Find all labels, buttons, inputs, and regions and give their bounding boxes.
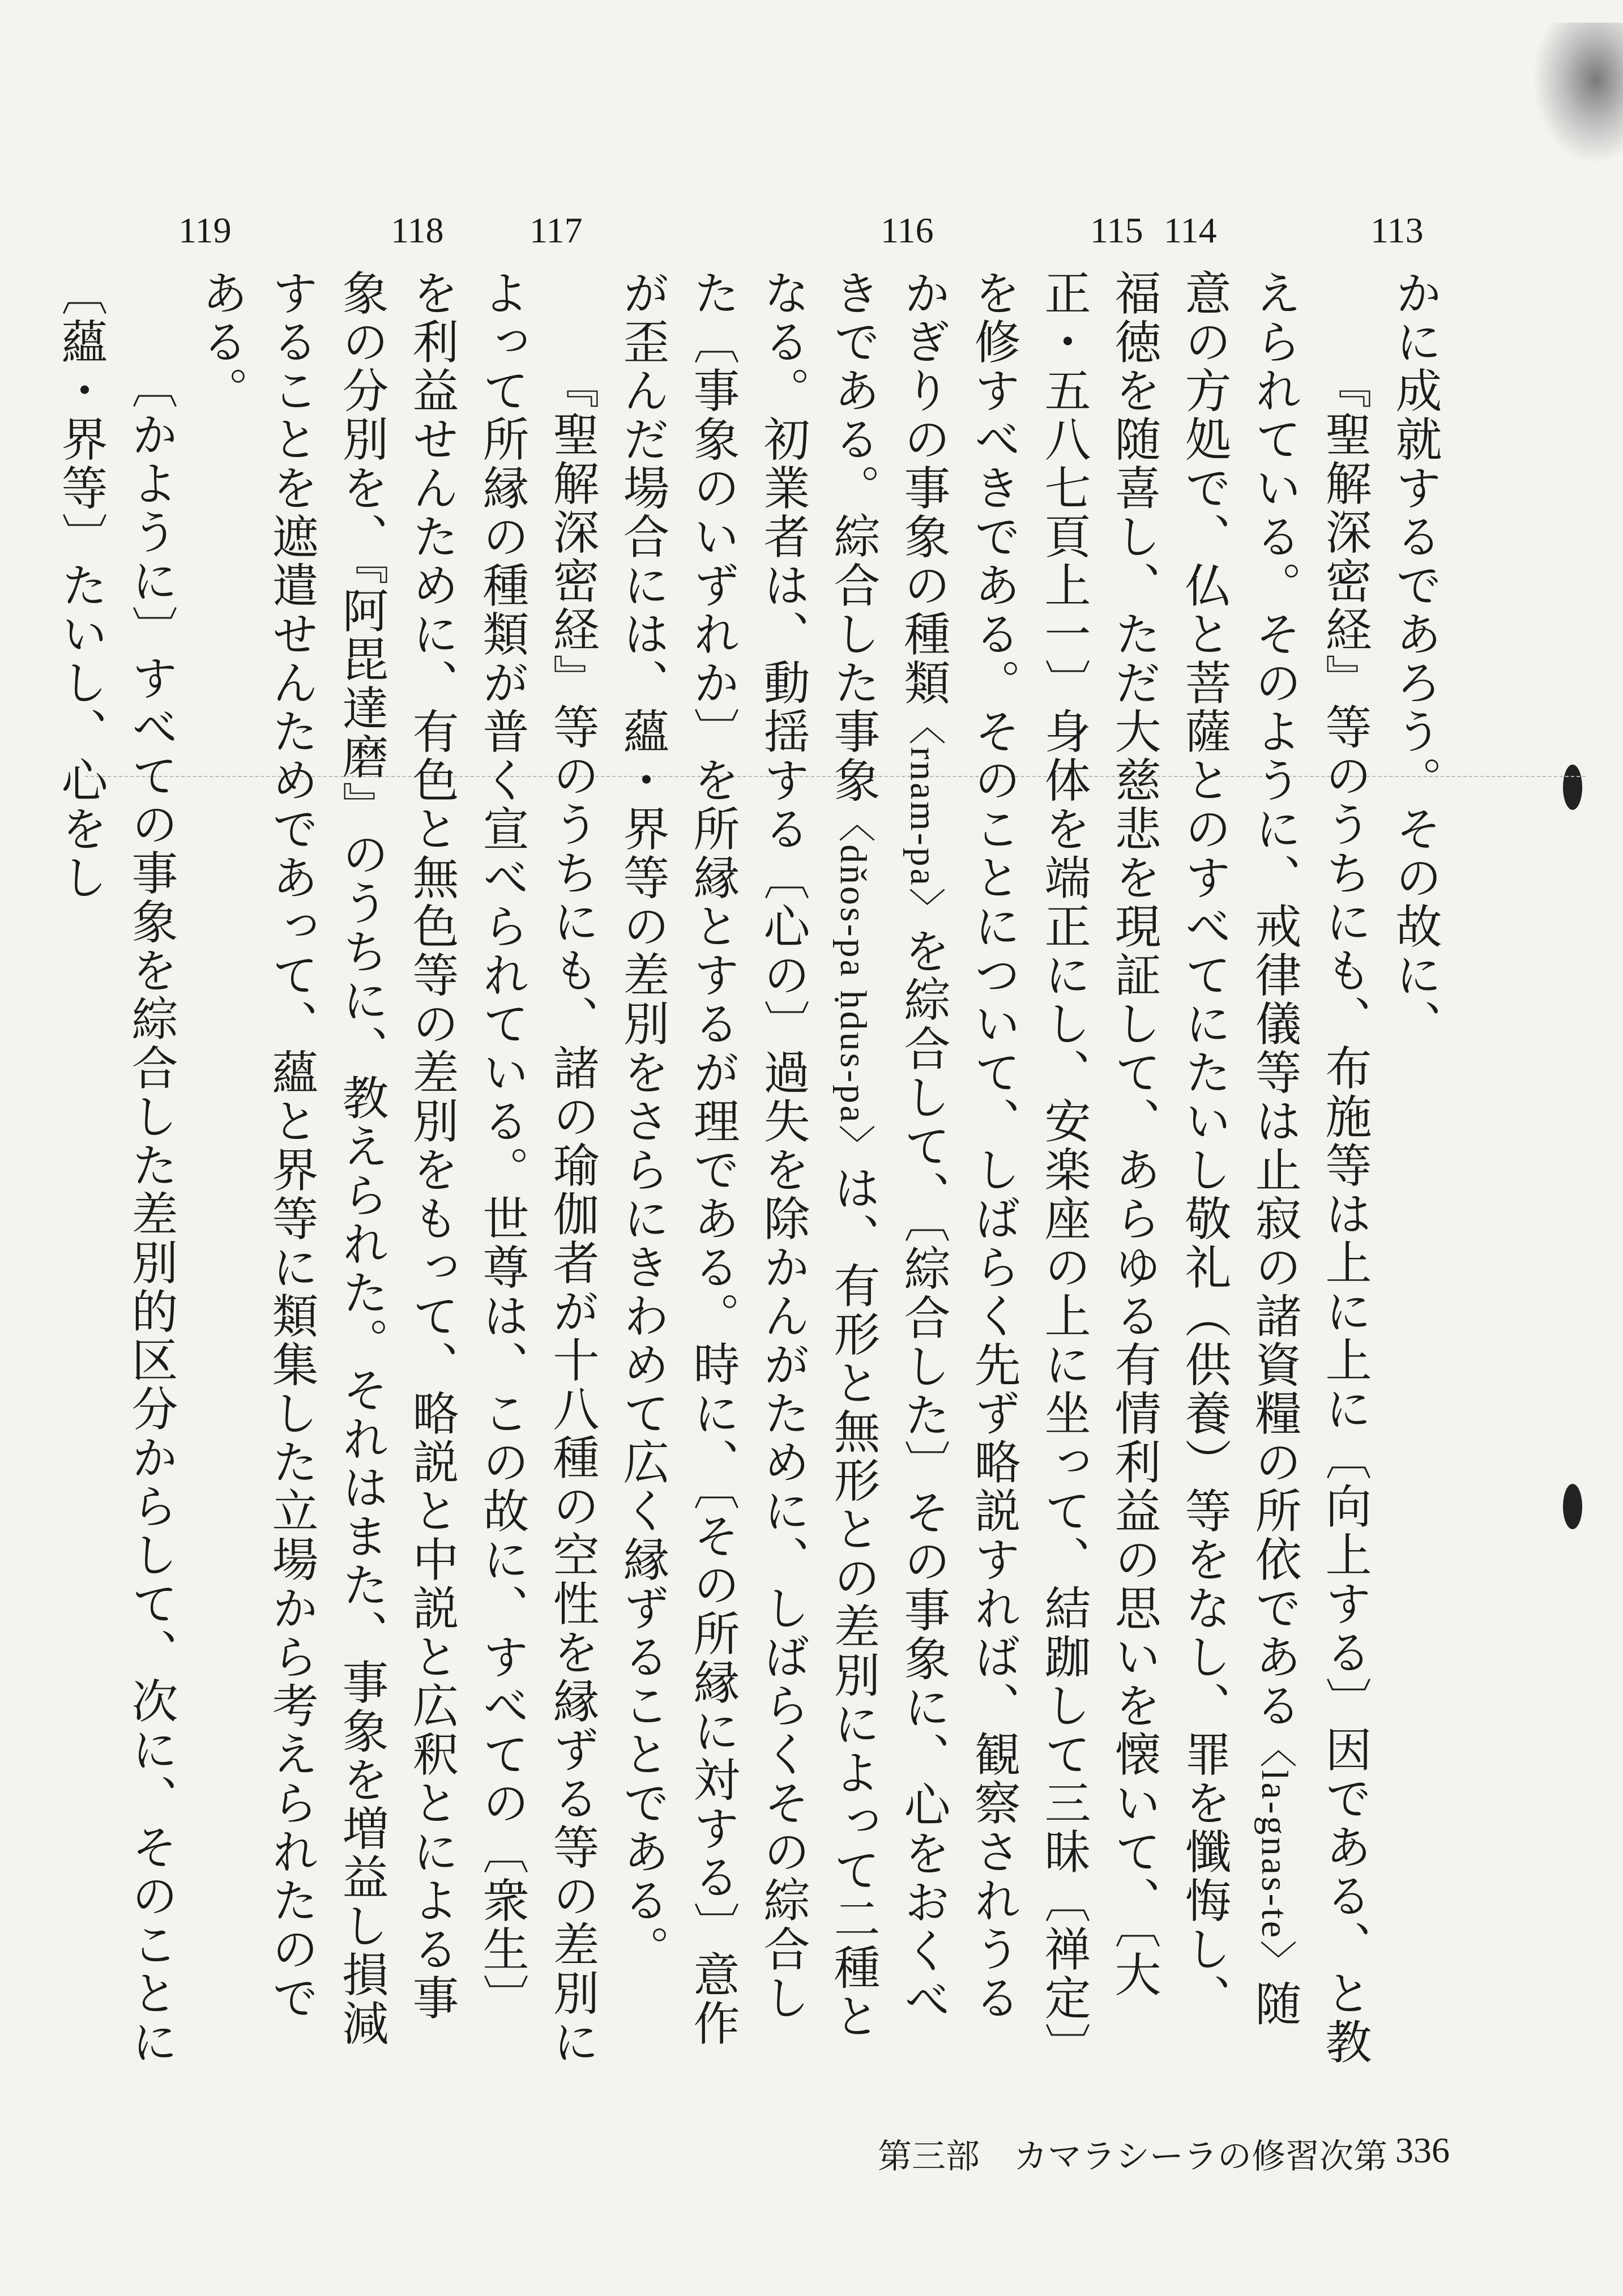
text-run: かに成就するであろう。その故に、 bbox=[1388, 269, 1442, 1048]
text-run: は、有形と無形との差別によって二種となる。初業者は、動揺する〔心の〕過失を除かんがために、しばらくその綜合した〔事象のいずれか〕を所縁とするが理である。時に、〔その所縁に対する〕意作が歪んだ場合には、蘊・界等の差別をさらにきわめて広く縁ずることである。 bbox=[616, 269, 880, 2048]
note-number: 116 bbox=[881, 210, 934, 250]
paragraph bbox=[607, 269, 1379, 2070]
text-run: 『聖解深密経』等のうちにも、布施等は上に上に〔向上する〕因である、と教えられている。そのように、戒律儀等は止寂の諸資糧の所依である bbox=[1248, 269, 1372, 2067]
scan-shadow bbox=[1532, 23, 1623, 164]
romanized-term: 〈la-gnas-te〉 bbox=[1254, 1730, 1295, 1980]
note-number-row bbox=[0, 210, 1623, 278]
vertical-body-text bbox=[54, 269, 1450, 2070]
text-run: を綜合して、〔綜合した〕その事象に、心をおくべきである。綜合した事象 bbox=[826, 269, 950, 2024]
text-run: 随意の方処で、仏と菩薩とのすべてにたいし敬礼（供養）等をなし、罪を懺悔し、福徳を随喜し、ただ大慈悲を現証して、あらゆる有情利益の思いを懐いて、〔大正・五八七頁上一〕身体を端正にし、安楽座の上に坐って、結跏して三昧〔禅定〕を修すべきである。そのことについて、しばらく先ず略説すれば、観察されうるかぎりの事象の種類 bbox=[896, 269, 1301, 2048]
note-number: 115 bbox=[1090, 210, 1143, 250]
romanized-term: 〈rnam-pa〉 bbox=[903, 707, 944, 927]
part-title: 第三部 カマラシーラの修習次第 bbox=[878, 2137, 1387, 2176]
text-run: 〔かように〕すべての事象を綜合した差別的区分からして、次に、そのことに〔蘊・界等〕たいし、心をし bbox=[54, 269, 178, 2067]
romanized-term: 〈dňos-pa ḥdus-pa〉 bbox=[832, 805, 874, 1164]
paragraph bbox=[45, 269, 186, 2070]
text-run: 『聖解深密経』等のうちにも、諸の瑜伽者が十八種の空性を縁ずる等の差別によって所縁の種類が普く宣べられている。世尊は、この故に、すべての〔衆生〕を利益せんために、有色と無色等の差別をもって、略説と中説と広釈とによる事象の分別を、『阿毘達磨』のうちに、教えられた。それはまた、事象を増益し損減することを遮遣せんためであって、蘊と界等に類集した立場から考えられたのである。 bbox=[194, 269, 599, 2067]
note-number: 119 bbox=[178, 210, 232, 250]
paragraph bbox=[186, 269, 607, 2070]
note-number: 113 bbox=[1370, 210, 1424, 250]
paragraph bbox=[1379, 269, 1450, 2070]
note-number: 117 bbox=[529, 210, 583, 250]
punch-hole-bottom bbox=[1563, 1484, 1582, 1529]
running-footer bbox=[878, 2129, 1450, 2186]
page-number: 336 bbox=[1395, 2130, 1450, 2170]
note-number: 118 bbox=[391, 210, 444, 250]
note-number: 114 bbox=[1164, 210, 1217, 250]
punch-hole-top bbox=[1563, 765, 1582, 810]
